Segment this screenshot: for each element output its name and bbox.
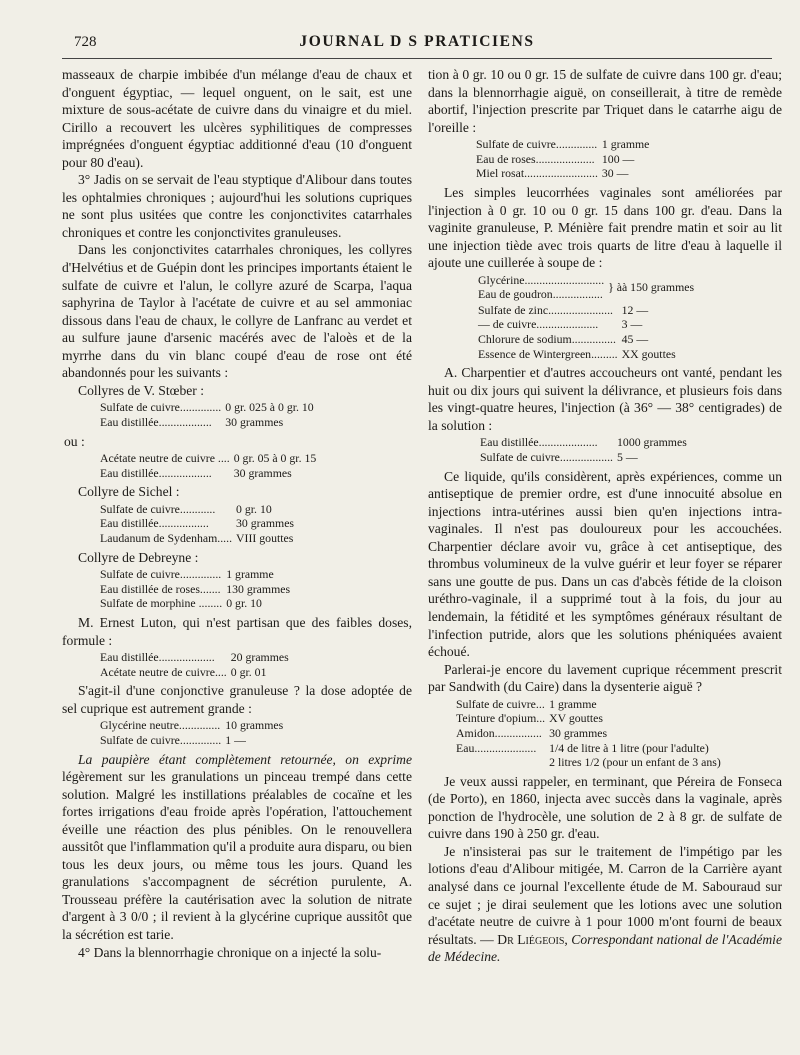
ingredient-dose: 2 litres 1/2 (pour un enfant de 3 ans) bbox=[549, 755, 721, 770]
formula-row bbox=[480, 450, 687, 465]
formula-row bbox=[456, 711, 721, 726]
paragraph: 4° Dans la blennorrhagie chronique on a injecté la solu- bbox=[78, 944, 382, 960]
ingredient-dose: 12 — bbox=[621, 302, 649, 317]
ingredient-dose: 45 — bbox=[621, 332, 649, 347]
formula-table bbox=[478, 303, 676, 361]
paragraph: S'agit-il d'une conjonctive granuleuse ? la dose adoptée de sel cuprique est autrement grande : bbox=[62, 683, 412, 716]
ingredient-name: Sulfate de cuivre.............. bbox=[100, 400, 222, 415]
formula-row bbox=[478, 303, 676, 318]
formula-row bbox=[478, 347, 676, 362]
paragraph bbox=[428, 843, 782, 966]
paragraph: Je veux aussi rappeler, en terminant, que Péreira de Fonseca (de Porto), en 1860, injecta avec succès dans la vaginale, après ponction de l'hydrocèle, une solution de 2 à 8 gr. de sulfate de cuivre dans 190 à 250 gr. d'eau. bbox=[428, 773, 782, 842]
ingredient-name: Eau distillée de roses....... bbox=[100, 581, 221, 596]
ingredient-name: Glycérine neutre.............. bbox=[100, 718, 221, 733]
ingredient-name: Sulfate de cuivre.............. bbox=[476, 137, 598, 152]
formula-row bbox=[100, 596, 290, 611]
ingredient-dose: 1 — bbox=[225, 732, 246, 747]
ingredient-name: Sulfate de cuivre... bbox=[456, 696, 545, 711]
formula-table bbox=[100, 650, 289, 679]
ingredient-name: — de cuivre..................... bbox=[478, 317, 599, 332]
formula-row bbox=[100, 718, 283, 733]
ingredient-name: Acétate neutre de cuivre .... bbox=[100, 451, 230, 466]
paragraph: Les simples leucorrhées vaginales sont améliorées par l'injection à 0 gr. 10 ou 0 gr. 15 dans 100 gr. d'eau. Dans la vaginite granuleuse, P. Ménière fait prendre matin et soir au lit une injection tiède avec trois quarts de litre d'eau à laquelle il ajoute une cuillerée à soupe de : bbox=[428, 184, 782, 271]
ingredient-dose: 0 gr. 10 bbox=[226, 596, 262, 611]
formula-row bbox=[456, 741, 721, 756]
ingredient-dose: XX gouttes bbox=[621, 346, 676, 361]
page-number: 728 bbox=[74, 34, 97, 50]
ingredient-name: Chlorure de sodium............... bbox=[478, 332, 616, 347]
formula-table bbox=[100, 451, 316, 480]
page-header bbox=[62, 30, 772, 56]
author-name: Dr Liégeois, bbox=[497, 931, 568, 947]
ingredient-name: Teinture d'opium... bbox=[456, 711, 546, 726]
brace-mark: } bbox=[608, 280, 617, 294]
formula-table-brace bbox=[478, 273, 694, 302]
formula-heading: Collyre de Debreyne : bbox=[78, 549, 199, 565]
ingredient-dose: 0 gr. 05 à 0 gr. 15 bbox=[233, 451, 317, 466]
ingredient-dose: 1 gramme bbox=[226, 567, 274, 582]
formula-row bbox=[100, 516, 294, 531]
ingredient-name: Sulfate de cuivre.............. bbox=[100, 732, 222, 747]
formula-row bbox=[100, 567, 290, 582]
formula-table bbox=[100, 567, 290, 611]
emphasis-text: La paupière étant complètement retournée, on exprime bbox=[78, 751, 412, 767]
formula-table bbox=[100, 400, 314, 429]
formula-row bbox=[100, 665, 289, 680]
ingredient-dose: XV gouttes bbox=[549, 711, 603, 726]
ingredient-name: Miel rosat......................... bbox=[476, 166, 598, 181]
formula-table bbox=[100, 502, 294, 546]
ingredient-name: Sulfate de morphine ........ bbox=[100, 596, 223, 611]
header-rule bbox=[62, 58, 772, 59]
paragraph: A. Charpentier et d'autres accoucheurs ont vanté, pendant les huit ou dix jours qui suivent la délivrance, et plusieurs fois dans les vingt-quatre heures, l'injection (à 36° — 38° centigrades) de la solution : bbox=[428, 365, 782, 433]
ingredient-name: Eau de roses.................... bbox=[476, 151, 595, 166]
ingredient-dose: 1 gramme bbox=[601, 137, 650, 152]
ingredient-dose: 0 gr. 10 bbox=[236, 501, 272, 516]
ingredient-dose: 30 grammes bbox=[233, 465, 292, 480]
paragraph: masseaux de charpie imbibée d'un mélange d'eau de chaux et d'onguent égyptiac, — lequel onguent, on le sait, est une mixture de sous-acétate de cuivre dans du vinaigre et du miel. Cirillo a recouvert les ulcères syphilitiques de compresses imprégnées d'onguent égyptiac additionné d'eau (10 d'onguent pour 80 d'eau). bbox=[62, 67, 412, 170]
ingredient-name: Eau de goudron................. bbox=[478, 287, 603, 302]
formula-row bbox=[100, 733, 283, 748]
paragraph-text: légèrement sur les granulations un pinceau trempé dans cette solution. Malgré les instillations préalables de cocaïne et les fortes irrigations d'eau froide après l'opération, l'attouchement éveille une réaction des plus pénibles. On le renouvellera aussitôt que l'inflammation qu'il a produite aura disparu, ou bien tous les deux jours, ou même tous les jours. Quand les granulations s'accompagnent de sécrétion purulente, A. Trousseau préfère la cautérisation avec la solution de nitrate d'argent à 3 0/0 ; il revient à la glycérine cuprique aussitôt que la sécrétion est tarie. bbox=[62, 769, 412, 942]
formula-row bbox=[476, 166, 649, 181]
paragraph bbox=[62, 751, 412, 944]
formula-table bbox=[456, 697, 721, 770]
formula-row bbox=[456, 697, 721, 712]
formula-table bbox=[480, 435, 687, 464]
formula-row bbox=[476, 137, 649, 152]
right-column bbox=[428, 66, 782, 966]
ingredient-name bbox=[456, 755, 545, 770]
ingredient-name: Eau distillée.................. bbox=[100, 414, 212, 429]
ingredient-dose: VIII gouttes bbox=[236, 531, 294, 546]
ingredient-dose: 0 gr. 025 à 0 gr. 10 bbox=[225, 400, 314, 415]
formula-row bbox=[100, 650, 289, 665]
formula-row bbox=[100, 502, 294, 517]
ingredient-dose: 1000 grammes bbox=[617, 435, 687, 450]
formula-row bbox=[478, 273, 694, 288]
ingredient-dose: 5 — bbox=[617, 450, 638, 465]
ingredient-dose: 10 grammes bbox=[225, 718, 284, 733]
formula-row bbox=[478, 332, 676, 347]
ingredient-name: Sulfate de cuivre............ bbox=[100, 501, 216, 516]
ingredient-name: Essence de Wintergreen......... bbox=[478, 346, 618, 361]
ingredient-name: Eau distillée................. bbox=[100, 516, 209, 531]
ingredient-name: Eau distillée................... bbox=[100, 650, 215, 665]
paragraph: tion à 0 gr. 10 ou 0 gr. 15 de sulfate de cuivre dans 100 gr. d'eau; dans la blennorrhagie aiguë, on conseillerait, à titre de remède abortif, l'injection prescrite par Triquet dans le catarrhe aigu de l'oreille : bbox=[428, 67, 782, 135]
paragraph: M. Ernest Luton, qui n'est partisan que des faibles doses, formule : bbox=[62, 614, 412, 648]
formula-row bbox=[100, 582, 290, 597]
formula-row bbox=[456, 726, 721, 741]
ingredient-name: Sulfate de cuivre.............. bbox=[100, 567, 222, 582]
formula-row bbox=[100, 415, 314, 430]
formula-row bbox=[100, 466, 316, 481]
formula-heading: Collyre de Sichel : bbox=[78, 484, 180, 500]
formula-row bbox=[478, 317, 676, 332]
formula-heading: Collyres de V. Stœber : bbox=[78, 382, 204, 398]
ingredient-dose: 30 — bbox=[601, 166, 629, 181]
ingredient-name: Laudanum de Sydenham..... bbox=[100, 531, 233, 546]
paragraph: Ce liquide, qu'ils considèrent, après expériences, comme un antiseptique de premier ordre, est d'une innocuité absolue en injections intra-utérines aussi bien qu'en injections intra-vaginales. Il n'est pas douloureux pour les accouchées. Charpentier déclare avoir vu, grâce à cet antiseptique, des thrombus volumineux de la vulve guérir et leur foyer se réparer sans une goutte de pus. Dans un cas d'abcès fétide de la cloison uréthro-vaginale, il a supprimé tout à la fois, du jour au lendemain, la fétidité et les symptômes généraux résultant de l'infection putride, alors que les solutions phéniquées avaient échoué. bbox=[428, 468, 782, 660]
ingredient-name: Eau..................... bbox=[456, 740, 537, 755]
formula-row bbox=[100, 451, 316, 466]
ingredient-name: Glycérine........................... bbox=[478, 272, 605, 287]
left-column bbox=[62, 66, 412, 961]
ingredient-dose: 1 gramme bbox=[549, 696, 597, 711]
ingredient-dose: 30 grammes bbox=[236, 516, 295, 531]
formula-row bbox=[456, 755, 721, 770]
ingredient-dose: } àà 150 grammes bbox=[608, 280, 695, 294]
formula-row bbox=[480, 435, 687, 450]
ingredient-name: Amidon................ bbox=[456, 725, 542, 740]
formula-table bbox=[476, 137, 649, 181]
ingredient-name: Eau distillée.................... bbox=[480, 435, 598, 450]
or-label: ou : bbox=[64, 433, 85, 449]
paragraph: Dans les conjonctivites catarrhales chroniques, les collyres d'Helvétius et de Guépin dont les principes importants étaient le sulfate de cuivre et l'alun, le collyre azuré de Scarpa, l'aqua saphyrina de Taylor à l'acétate de cuivre et au sel ammoniac dissous dans l'eau de chaux, le collyre de Lanfranc au verdet et au sulfure jaune d'arsenic macérés avec de l'aloès et de la myrrhe dans du vin blanc coupé d'eau de rose ont été abandonnés pour les suivants : bbox=[62, 242, 412, 381]
formula-row bbox=[100, 531, 294, 546]
ingredient-dose: 0 gr. 01 bbox=[230, 664, 267, 679]
journal-title: JOURNAL D S PRATICIENS bbox=[299, 33, 535, 50]
ingredient-dose: 130 grammes bbox=[226, 581, 291, 596]
formula-row bbox=[100, 400, 314, 415]
paragraph: Parlerai-je encore du lavement cuprique récemment prescrit par Sandwith (du Caire) dans la dysenterie aiguë ? bbox=[428, 661, 782, 695]
ingredient-name: Acétate neutre de cuivre.... bbox=[100, 664, 227, 679]
ingredient-dose: 20 grammes bbox=[230, 650, 289, 665]
formula-table bbox=[100, 718, 283, 747]
ingredient-name: Eau distillée.................. bbox=[100, 465, 212, 480]
ingredient-dose: 30 grammes bbox=[225, 414, 284, 429]
formula-row bbox=[476, 152, 649, 167]
ingredient-dose: 30 grammes bbox=[549, 725, 608, 740]
ingredient-dose: 3 — bbox=[621, 317, 643, 332]
paragraph: 3° Jadis on se servait de l'eau styptique d'Alibour dans toutes les ophtalmies chroniques ; aujourd'hui les solutions cupriques ne sont plus usitées que contre les conjonctivites catarrhales chroniques et contre les conjonctivites granuleuses. bbox=[62, 172, 412, 240]
author-affiliation: Correspondant national de l'Académie de Médecine. bbox=[428, 931, 782, 965]
ingredient-name: Sulfate de cuivre.................. bbox=[480, 450, 614, 465]
ingredient-name: Sulfate de zinc...................... bbox=[478, 302, 613, 317]
ingredient-dose: 100 — bbox=[601, 151, 635, 166]
ingredient-dose: 1/4 de litre à 1 litre (pour l'adulte) bbox=[549, 740, 709, 755]
paragraph-text: Je n'insisterai pas sur le traitement de l'impétigo par les lotions d'eau d'Alibour mitigée, M. Carron de la Carrière ayant analysé dans ce journal l'excellente étude de M. Sabouraud sur ce sujet ; je dirai seulement que les lotions avec une solution d'acétate neutre de cuivre à 1 pour 1000 m'ont fourni de beaux résultats. — bbox=[428, 843, 782, 947]
